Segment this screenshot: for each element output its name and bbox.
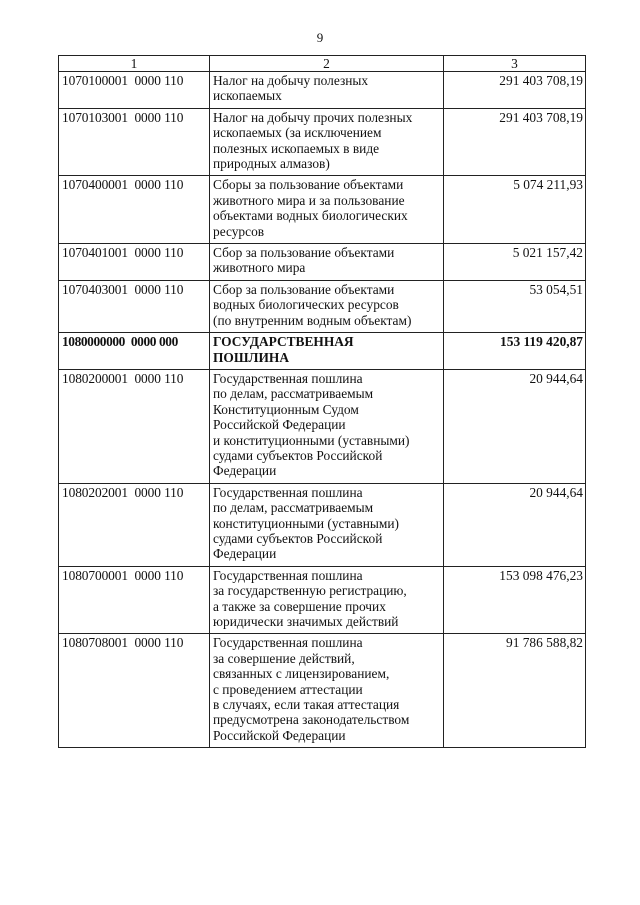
- budget-code: 1080000000 0000 000: [59, 333, 210, 370]
- income-name-line: Государственная пошлина: [213, 567, 363, 583]
- amount-value: 20 944,64: [444, 483, 586, 566]
- income-name-line: с проведением аттестации: [213, 681, 363, 697]
- income-name-line: водных биологических ресурсов: [213, 297, 399, 313]
- column-header-3: 3: [444, 56, 586, 72]
- income-name-line: а также за совершение прочих: [213, 598, 386, 614]
- income-name-line: ресурсов: [213, 223, 265, 239]
- income-name-line: судами субъектов Российской: [213, 447, 383, 463]
- table-row: [59, 483, 586, 566]
- budget-code: 1070401001 0000 110: [59, 244, 210, 281]
- income-name-line: Сбор за пользование объектами: [213, 245, 395, 261]
- table-row: [59, 566, 586, 634]
- income-name-line: конституционными (уставными): [213, 515, 400, 531]
- amount-value: 291 403 708,19: [444, 108, 586, 176]
- table-row: [59, 280, 586, 332]
- table-row: [59, 176, 586, 244]
- income-name-line: Российской Федерации: [213, 727, 346, 743]
- income-name-line: ископаемых: [213, 88, 282, 104]
- income-name: [210, 634, 444, 748]
- income-name: [210, 176, 444, 244]
- income-name-line: природных алмазов): [213, 156, 330, 172]
- column-header-2: 2: [210, 56, 444, 72]
- amount-value: 5 074 211,93: [444, 176, 586, 244]
- income-name-line: Сборы за пользование объектами: [213, 177, 404, 193]
- income-name-line: Федерации: [213, 546, 277, 562]
- budget-code: 1070403001 0000 110: [59, 280, 210, 332]
- income-name: [210, 244, 444, 281]
- income-name-line: юридически значимых действий: [213, 614, 399, 629]
- income-name-line: ГОСУДАРСТВЕННАЯ: [213, 334, 354, 350]
- income-name-line: и конституционными (уставными): [213, 432, 410, 448]
- amount-value: 20 944,64: [444, 369, 586, 483]
- income-name: [210, 566, 444, 634]
- income-name-line: в случаях, если такая аттестация: [213, 697, 400, 713]
- income-name-line: животного мира и за пользование: [213, 192, 405, 208]
- table-row: [59, 333, 586, 370]
- income-name-line: полезных ископаемых в виде: [213, 140, 380, 156]
- income-name-line: объектами водных биологических: [213, 208, 408, 224]
- table-row: [59, 72, 586, 109]
- table-row: [59, 108, 586, 176]
- income-name-line: по делам, рассматриваемым: [213, 386, 374, 402]
- income-name-line: судами субъектов Российской: [213, 530, 383, 546]
- budget-code: 1080708001 0000 110: [59, 634, 210, 748]
- income-name-line: по делам, рассматриваемым: [213, 500, 374, 516]
- income-name-line: за совершение действий,: [213, 650, 355, 666]
- table-row: [59, 244, 586, 281]
- income-name-line: Государственная пошлина: [213, 635, 363, 651]
- income-name-line: ископаемых (за исключением: [213, 125, 382, 141]
- budget-code: 1080200001 0000 110: [59, 369, 210, 483]
- table-row: [59, 634, 586, 748]
- income-name-line: Российской Федерации: [213, 417, 346, 433]
- income-name: [210, 72, 444, 109]
- budget-table: [58, 55, 586, 748]
- budget-code: 1080700001 0000 110: [59, 566, 210, 634]
- income-name: [210, 483, 444, 566]
- income-name-line: предусмотрена законодательством: [213, 712, 410, 728]
- income-name-line: Сбор за пользование объектами: [213, 281, 395, 297]
- income-name-line: связанных с лицензированием,: [213, 666, 390, 682]
- amount-value: 291 403 708,19: [444, 72, 586, 109]
- amount-value: 53 054,51: [444, 280, 586, 332]
- amount-value: 91 786 588,82: [444, 634, 586, 748]
- amount-value: 153 119 420,87: [444, 333, 586, 370]
- income-name: [210, 280, 444, 332]
- income-name-line: (по внутренним водным объектам): [213, 312, 412, 328]
- income-name-line: Федерации: [213, 463, 277, 479]
- income-name: [210, 108, 444, 176]
- income-name-line: Конституционным Судом: [213, 401, 359, 417]
- income-name-line: животного мира: [213, 260, 306, 276]
- income-name-line: Государственная пошлина: [213, 484, 363, 500]
- amount-value: 153 098 476,23: [444, 566, 586, 634]
- income-name: [210, 333, 444, 370]
- income-name-line: Государственная пошлина: [213, 370, 363, 386]
- income-name-line: Налог на добычу полезных: [213, 73, 369, 88]
- income-name-line: за государственную регистрацию,: [213, 583, 407, 599]
- budget-code: 1070100001 0000 110: [59, 72, 210, 109]
- income-name-line: ПОШЛИНА: [213, 349, 290, 365]
- budget-code: 1080202001 0000 110: [59, 483, 210, 566]
- table-body: [59, 72, 586, 748]
- budget-code: 1070103001 0000 110: [59, 108, 210, 176]
- table-row: [59, 369, 586, 483]
- income-name-line: Налог на добычу прочих полезных: [213, 109, 413, 125]
- income-name: [210, 369, 444, 483]
- budget-code: 1070400001 0000 110: [59, 176, 210, 244]
- header-row: [59, 56, 586, 72]
- page-number: 9: [316, 30, 324, 45]
- column-header-1: 1: [59, 56, 210, 72]
- amount-value: 5 021 157,42: [444, 244, 586, 281]
